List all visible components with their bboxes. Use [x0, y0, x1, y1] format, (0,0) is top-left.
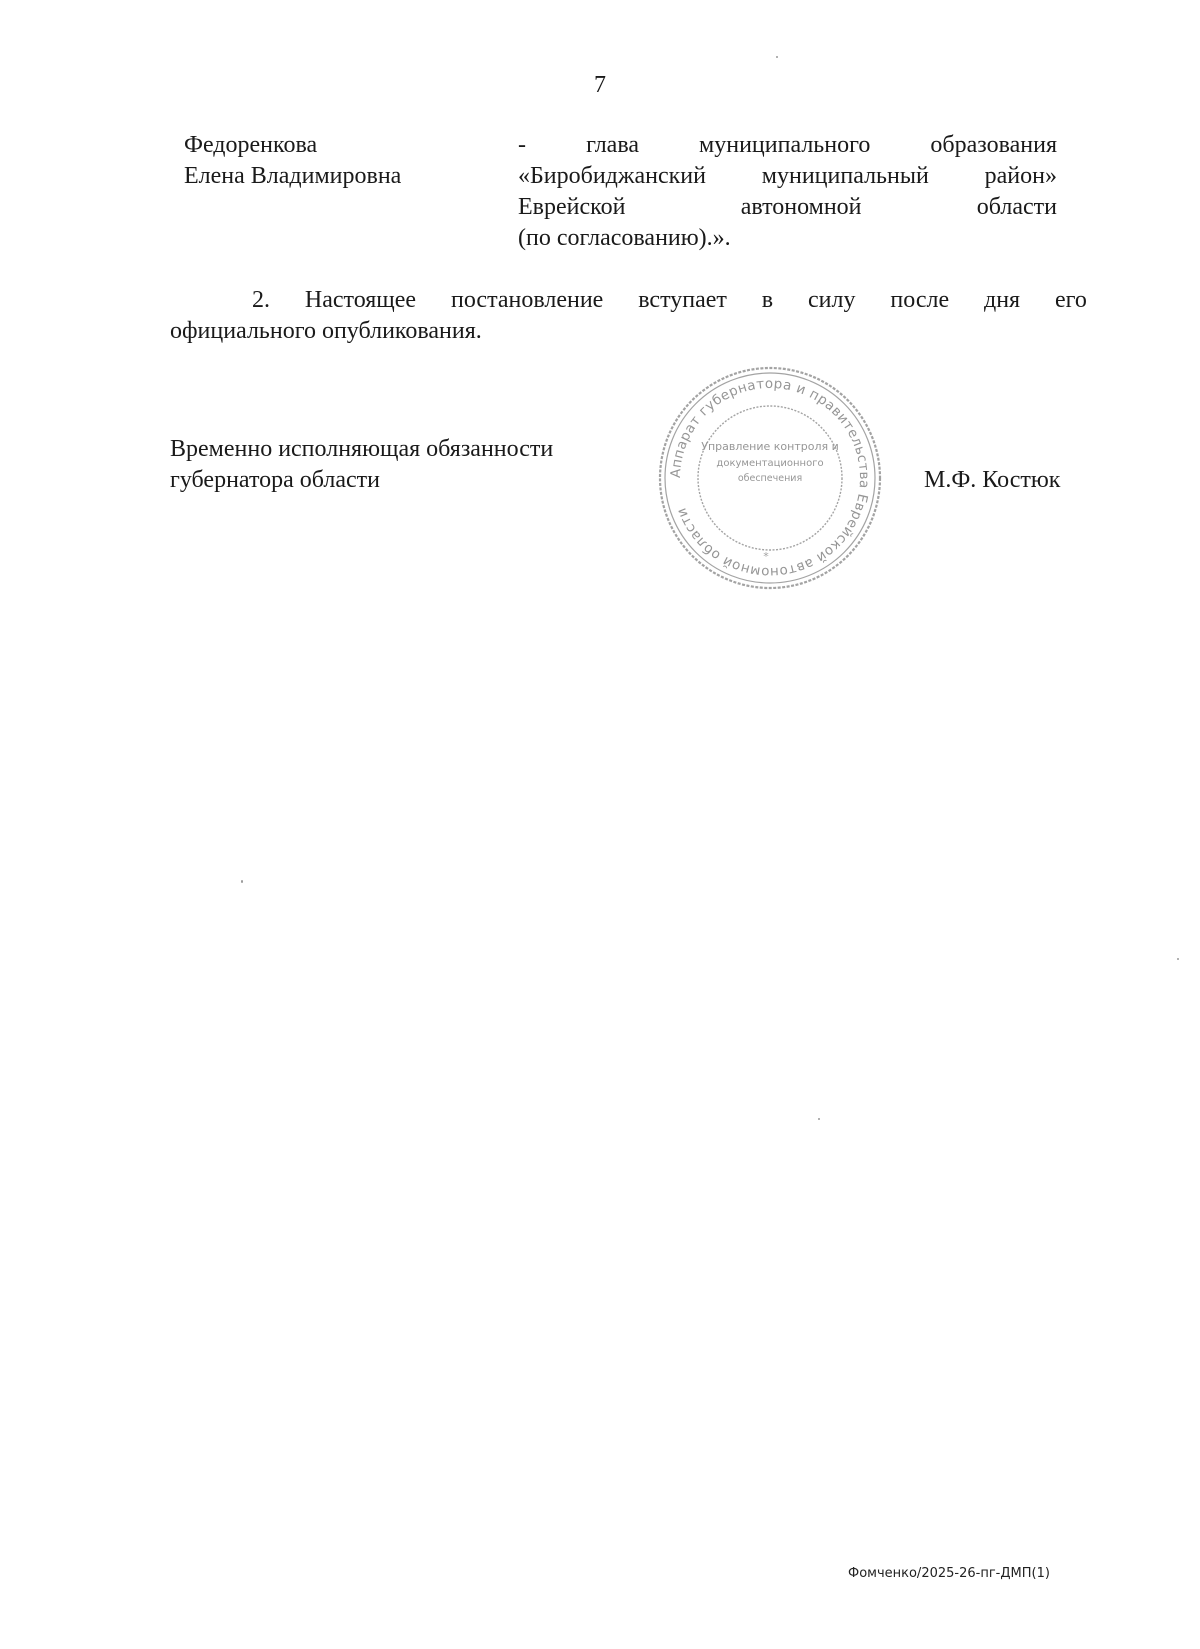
seal-inner-line-1: Управление контроля и — [701, 440, 839, 453]
paragraph-word: его — [1054, 287, 1087, 313]
scan-speck — [776, 56, 778, 58]
role-word: автономной — [740, 194, 862, 220]
role-word: - — [518, 132, 526, 158]
paragraph-word: после — [890, 287, 950, 313]
scan-speck — [818, 1118, 820, 1120]
role-line-3 — [518, 192, 1057, 223]
page-number: 7 — [594, 72, 606, 98]
member-given-names: Елена Владимировна — [184, 163, 402, 189]
scan-speck — [1177, 958, 1179, 960]
paragraph-word: 2. — [252, 287, 270, 313]
role-word: муниципальный — [761, 163, 929, 189]
role-word: образования — [930, 132, 1057, 158]
member-role — [518, 130, 1057, 254]
paragraph-word: силу — [808, 287, 856, 313]
official-seal-stamp — [656, 364, 884, 592]
role-line-4: (по согласованию).». — [518, 225, 731, 251]
seal-inner-line-3: обеспечения — [737, 473, 803, 484]
role-word: «Биробиджанский — [518, 163, 706, 189]
paragraph-word: постановление — [450, 287, 604, 313]
seal-outer-text: Аппарат губернатора и правительства Еврейской автономной области — [667, 375, 873, 581]
paragraph-word: вступает — [638, 287, 727, 313]
paragraph-second-line: официального опубликования. — [170, 318, 482, 344]
member-name — [184, 130, 401, 192]
role-line-2 — [518, 161, 1057, 192]
footer-reference: Фомченко/2025-26-пг-ДМП(1) — [848, 1566, 1050, 1581]
member-surname: Федоренкова — [184, 132, 318, 158]
role-word: Еврейской — [518, 194, 626, 220]
signer-name: М.Ф. Костюк — [924, 467, 1061, 493]
role-word: области — [976, 194, 1057, 220]
role-word: район» — [984, 163, 1057, 189]
signer-title-line-1: Временно исполняющая обязанности — [170, 436, 554, 462]
seal-star-icon: * — [763, 550, 769, 563]
signer-title — [170, 434, 553, 496]
role-word: муниципального — [699, 132, 871, 158]
seal-inner-line-2: документационного — [716, 458, 824, 469]
paragraph-word: в — [761, 287, 774, 313]
role-word: глава — [586, 132, 639, 158]
paragraph-word: Настоящее — [304, 287, 417, 313]
role-line-1 — [518, 130, 1057, 161]
paragraph-word: дня — [984, 287, 1021, 313]
paragraph-first-line — [170, 285, 1087, 316]
scan-speck — [241, 880, 243, 883]
signer-title-line-2: губернатора области — [170, 467, 380, 493]
effective-date-paragraph — [170, 285, 1087, 347]
